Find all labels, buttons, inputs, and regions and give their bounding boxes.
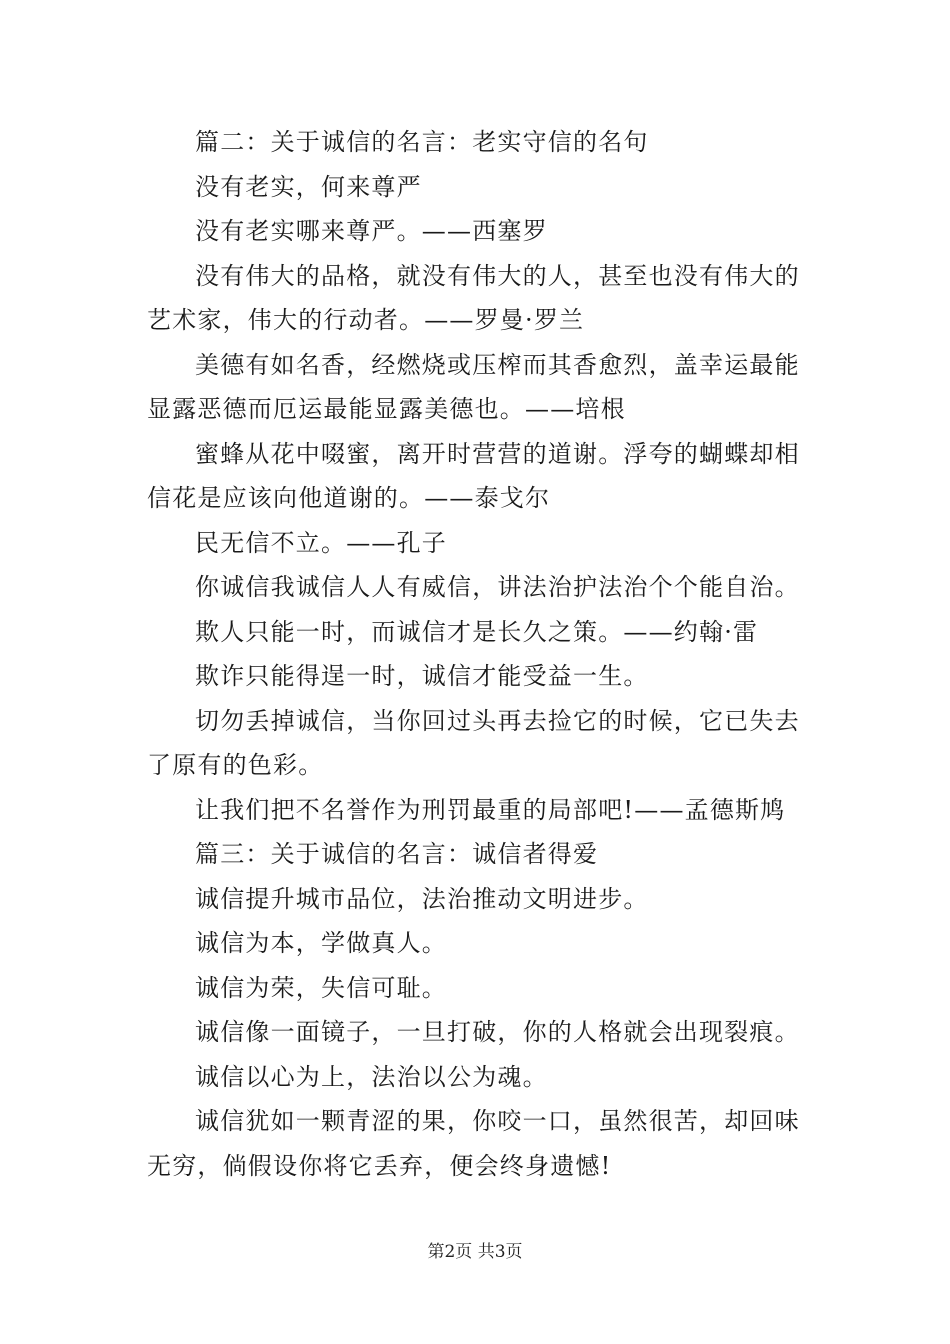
paragraph: 诚信为荣，失信可耻。 [195,973,447,1002]
paragraph: 诚信为本，学做真人。 [195,929,447,957]
document-body [147,120,811,1188]
paragraph: 诚信像一面镜子，一旦打破，你的人格就会出现裂痕。 [195,1018,800,1046]
paragraph: 没有老实，何来尊严 [195,172,422,201]
paragraph: 没有伟大的品格，就没有伟大的人，甚至也没有伟大的艺术家，伟大的行动者。——罗曼·罗兰 [147,261,800,334]
paragraph: 蜜蜂从花中啜蜜，离开时营营的道谢。浮夸的蝴蝶却相信花是应该向他道谢的。——泰戈尔 [147,439,800,512]
paragraph: 切勿丢掉诚信，当你回过头再去捡它的时候，它已失去了原有的色彩。 [147,706,800,779]
paragraph: 诚信犹如一颗青涩的果，你咬一口，虽然很苦，却回味无穷，倘假设你将它丢弃，便会终身遗憾! [147,1107,800,1180]
paragraph: 欺人只能一时，而诚信才是长久之策。——约翰·雷 [195,617,759,646]
paragraph: 美德有如名香，经燃烧或压榨而其香愈烈，盖幸运最能显露恶德而厄运最能显露美德也。——培根 [147,350,800,423]
section-heading-3: 篇三：关于诚信的名言：诚信者得爱 [195,840,599,868]
paragraph: 你诚信我诚信人人有威信，讲法治护法治个个能自治。 [195,573,800,601]
paragraph: 没有老实哪来尊严。——西塞罗 [195,217,548,245]
page-number-footer: 第2页 共3页 [427,1242,523,1262]
paragraph: 民无信不立。——孔子 [195,528,447,557]
paragraph: 诚信以心为上，法治以公为魂。 [195,1062,548,1091]
section-heading-2: 篇二：关于诚信的名言：老实守信的名句 [195,128,649,156]
paragraph: 诚信提升城市品位，法治推动文明进步。 [195,884,649,913]
paragraph: 欺诈只能得逞一时，诚信才能受益一生。 [195,662,649,690]
paragraph: 让我们把不名誉作为刑罚最重的局部吧!——孟德斯鸠 [195,795,786,824]
